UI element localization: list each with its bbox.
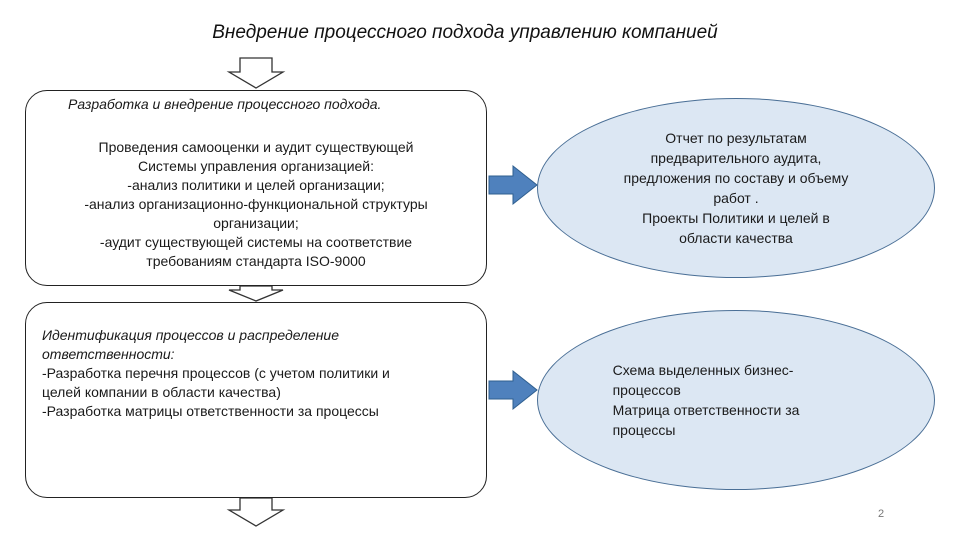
right-arrow-stage1 [489,166,537,204]
stage-1-line: -аудит существующей системы на соответствие [99,234,413,250]
right-arrow-stage2 [489,371,537,409]
result-1-line: предварительного аудита, [650,150,822,166]
stage-1-line: -анализ политики и целей организации; [127,177,385,193]
result-1-ellipse [537,98,935,278]
result-2-ellipse [537,310,935,490]
page-number: 2 [878,508,885,520]
result-2-line: Схема выделенных бизнес- [612,362,794,378]
stage-1-line: Проведения самооценки и аудит существующей [98,139,414,155]
stage-1-line: -анализ организационно-функциональной структуры [84,196,428,212]
result-1-text [624,128,849,248]
result-1-line: области качества [679,230,793,246]
stage-2-line: целей компании в области качества) [42,384,281,400]
stage-1-line: Системы управления организацией: [137,158,375,174]
diagram-title: Внедрение процессного подхода управлению компанией [212,22,718,43]
stage-1-heading: Разработка и внедрение процессного подхода. [68,96,382,112]
down-arrow-bottom [229,498,283,526]
down-arrow-middle [229,286,283,301]
result-2-text [613,360,800,440]
stage-2-line: -Разработка матрицы ответственности за процессы [42,403,379,419]
stage-2-line: -Разработка перечня процессов (с учетом политики и [42,365,390,381]
result-1-line: Проекты Политики и целей в [642,210,830,226]
result-1-line: работ . [713,190,759,206]
stage-1-body [26,114,486,271]
stage-2-heading [26,303,486,364]
stage-2-heading-line: Идентификация процессов и распределение [42,327,340,343]
stage-1-line: организации; [213,215,299,231]
result-1-line: Отчет по результатам [665,130,807,146]
result-2-line: Матрица ответственности за [612,402,800,418]
stage-1-line: требованиям стандарта ISO-9000 [146,253,366,269]
result-2-line: процессы [612,422,676,438]
stage-1-box [25,90,487,286]
stage-2-body [26,364,486,421]
stage-2-heading-line: ответственности: [42,346,175,362]
result-1-line: предложения по составу и объему [623,170,849,186]
down-arrow-top [229,58,283,88]
stage-2-box [25,302,487,498]
result-2-line: процессов [612,382,681,398]
